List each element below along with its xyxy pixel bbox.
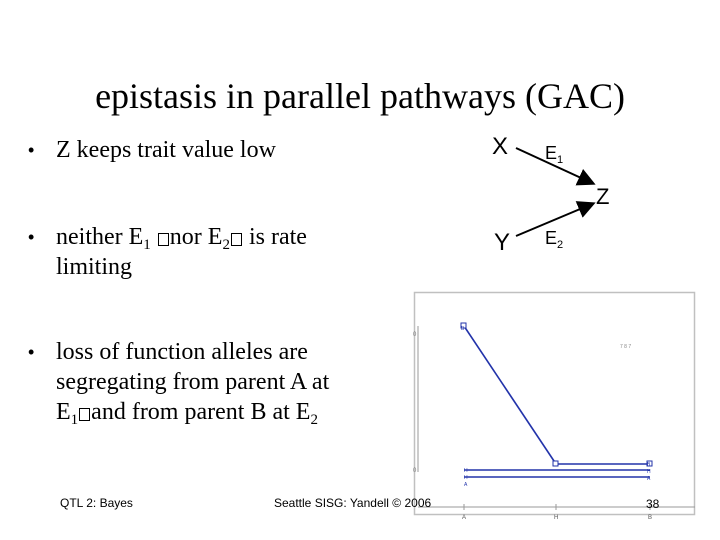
row-label-a: A [464,482,468,488]
footer-left: QTL 2: Bayes [60,496,133,510]
bullet-line-2: limiting [56,254,133,280]
point-marker [553,461,558,466]
slide-title: epistasis in parallel pathways (GAC) [95,76,625,116]
enzyme-e1-label: $E_1$ [545,143,564,166]
node-x: X [492,133,509,160]
x-label-a: A [462,515,467,521]
left-point-label: B [461,326,465,332]
right-label-a: A [647,476,651,482]
y-tick-bottom: 0 [413,468,417,474]
right-label-h: H [647,469,651,475]
node-y: Y [494,229,511,256]
bullet-line-3: $E_1$ and from parent B at $E_2$ [56,399,318,428]
x-label-b: B [648,515,653,521]
bullet-line-1: loss of function alleles are [56,339,308,365]
bullet-line-2: segregating from parent A at [56,369,330,395]
right-label-b: B [647,462,651,468]
bullet-text: Z keeps trait value low [56,137,276,163]
row-label-h1: H [464,468,468,474]
x-label-h: H [554,515,559,521]
bullet-dot: • [28,140,35,160]
row-label-h2: H [464,475,468,481]
plot-corner-label: 7 8 7 [620,344,632,350]
plot-frame [415,293,695,515]
page-number: 38 [646,497,660,511]
bullet-dot: • [28,227,35,247]
footer-center: Seattle SISG: Yandell © 2006 [274,496,432,510]
enzyme-e2-label: $E_2$ [545,228,564,251]
bullet-line-1: neither $E_1$ nor $E_2$ is rate [56,224,307,253]
node-z: Z [596,184,610,209]
y-tick-top: 0 [413,332,417,338]
bullet-dot: • [28,342,35,362]
epistasis-plot [414,292,696,526]
